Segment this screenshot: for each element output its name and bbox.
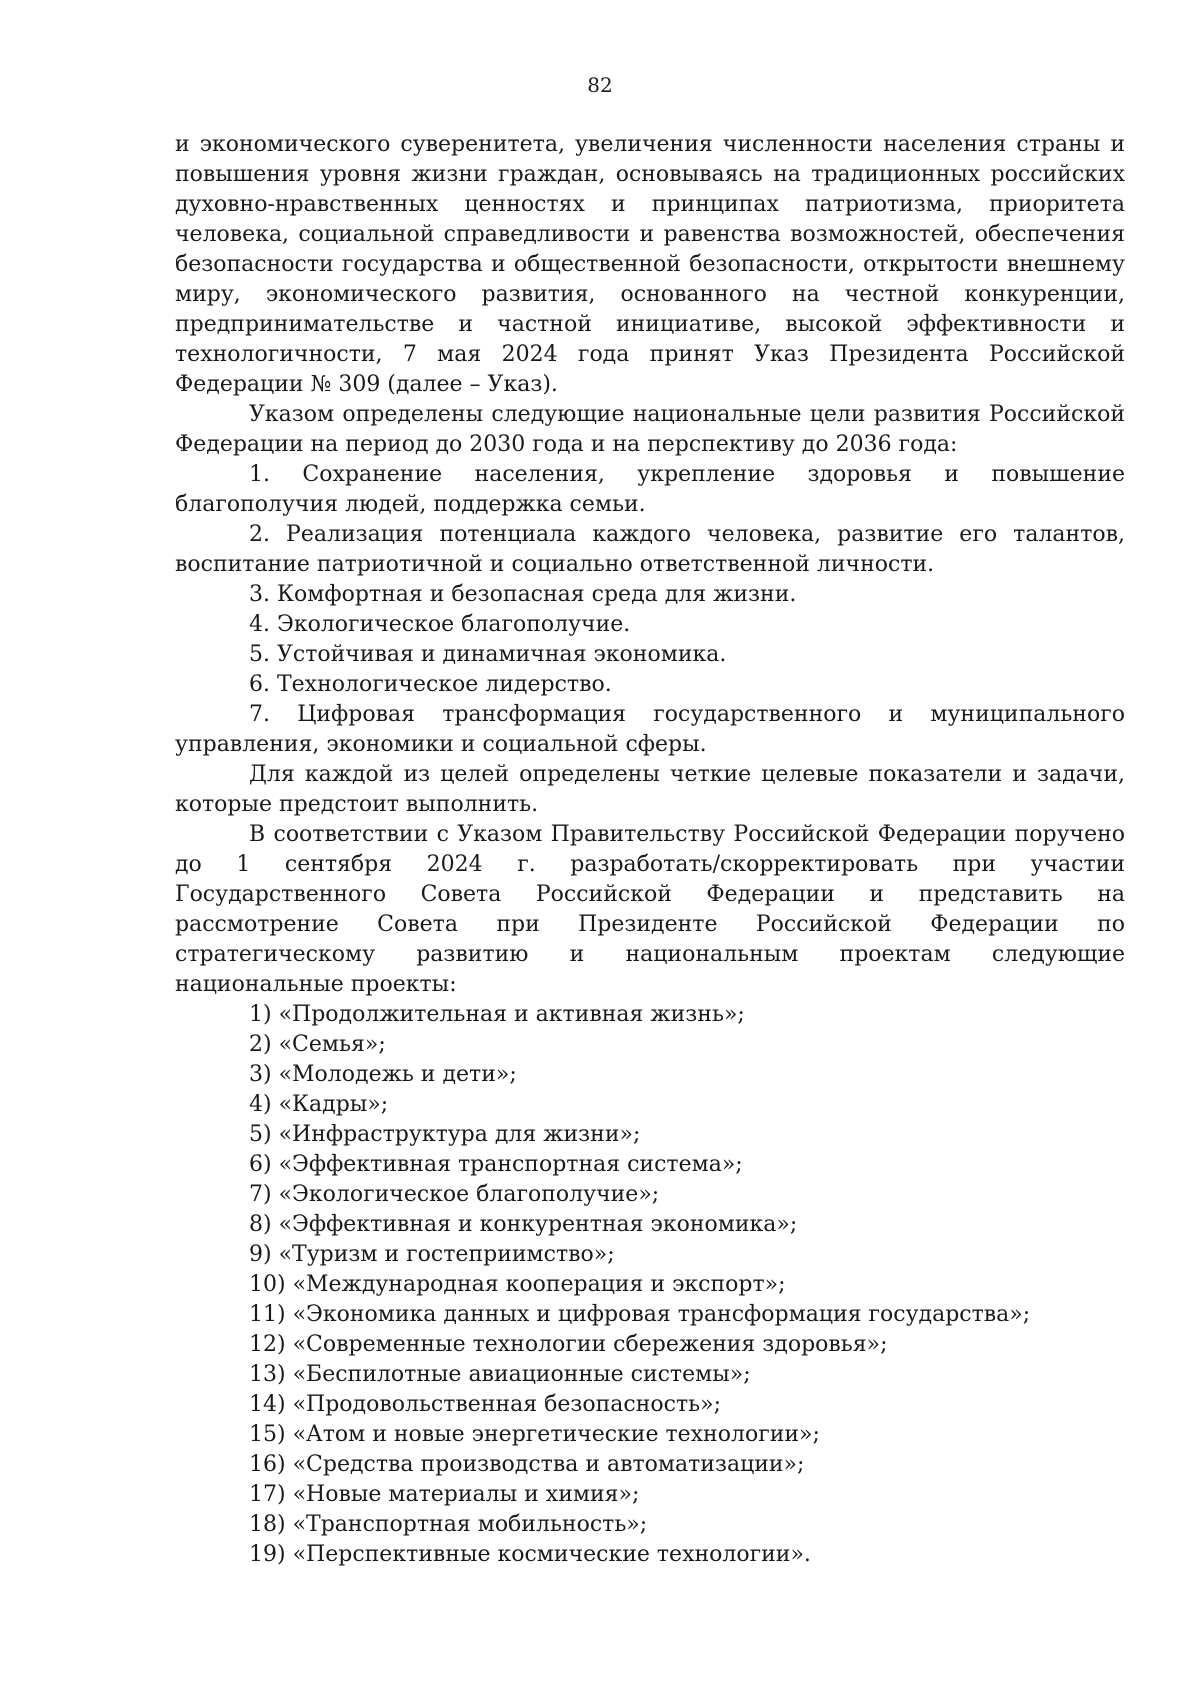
project-list-item: 11) «Экономика данных и цифровая трансформация государства»; <box>249 1302 1031 1327</box>
goal-item: 2. Реализация потенциала каждого человека, развитие его талантов, воспитание патриотичной и социально ответственной личности. <box>175 522 1125 577</box>
project-list-item: 16) «Средства производства и автоматизации»; <box>249 1452 805 1477</box>
goal-item: 4. Экологическое благополучие. <box>249 612 631 637</box>
project-list-item: 13) «Беспилотные авиационные системы»; <box>249 1362 751 1387</box>
goal-item: 1. Сохранение населения, укрепление здоровья и повышение благополучия людей, поддержка семьи. <box>175 462 1125 517</box>
project-list-item: 18) «Транспортная мобильность»; <box>249 1512 648 1537</box>
document-body <box>175 130 1125 1570</box>
project-list-item: 1) «Продолжительная и активная жизнь»; <box>249 1002 745 1027</box>
project-list-item: 10) «Международная кооперация и экспорт»; <box>249 1272 786 1297</box>
project-list-item: 7) «Экологическое благополучие»; <box>249 1182 660 1207</box>
project-list-item: 9) «Туризм и гостеприимство»; <box>249 1242 615 1267</box>
project-list-item: 12) «Современные технологии сбережения здоровья»; <box>249 1332 888 1357</box>
page-number: 82 <box>587 73 613 97</box>
intro-paragraph: и экономического суверенитета, увеличения численности населения страны и повышения уровня жизни граждан, основываясь на традиционных российских духовно-нравственных ценностях и принципах патриотизма, приоритета человека, социальной справедливости и равенства возможностей, обеспечения безопасности государства и общественной безопасности, открытости внешнему миру, экономического развития, основанного на честной конкуренции, предпринимательстве и частной инициативе, высокой эффективности и технологичности, 7 мая 2024 года принят Указ Президента Российской Федерации № 309 (далее – Указ). <box>175 132 1125 397</box>
project-list-item: 15) «Атом и новые энергетические технологии»; <box>249 1422 820 1447</box>
project-list-item: 2) «Семья»; <box>249 1032 386 1057</box>
projects-intro-paragraph: В соответствии с Указом Правительству Российской Федерации поручено до 1 сентября 2024 г. разработать/скорректировать при участии Государственного Совета Российской Федерации и представить на рассмотрение Совета при Президенте Российской Федерации по стратегическому развитию и национальным проектам следующие национальные проекты: <box>175 822 1125 997</box>
project-list-item: 19) «Перспективные космические технологии». <box>249 1542 811 1567</box>
goal-item: 6. Технологическое лидерство. <box>249 672 612 697</box>
goals-intro-paragraph: Указом определены следующие национальные цели развития Российской Федерации на период до 2030 года и на перспективу до 2036 года: <box>175 402 1125 457</box>
project-list-item: 8) «Эффективная и конкурентная экономика»; <box>249 1212 798 1237</box>
project-list-item: 4) «Кадры»; <box>249 1092 389 1117</box>
project-list-item: 17) «Новые материалы и химия»; <box>249 1482 640 1507</box>
goal-item: 3. Комфортная и безопасная среда для жизни. <box>249 582 797 607</box>
project-list-item: 5) «Инфраструктура для жизни»; <box>249 1122 641 1147</box>
goal-item: 7. Цифровая трансформация государственного и муниципального управления, экономики и социальной сферы. <box>175 702 1125 757</box>
project-list-item: 3) «Молодежь и дети»; <box>249 1062 517 1087</box>
goal-item: 5. Устойчивая и динамичная экономика. <box>249 642 727 667</box>
targets-paragraph: Для каждой из целей определены четкие целевые показатели и задачи, которые предстоит выполнить. <box>175 762 1125 817</box>
project-list-item: 6) «Эффективная транспортная система»; <box>249 1152 743 1177</box>
project-list-item: 14) «Продовольственная безопасность»; <box>249 1392 721 1417</box>
